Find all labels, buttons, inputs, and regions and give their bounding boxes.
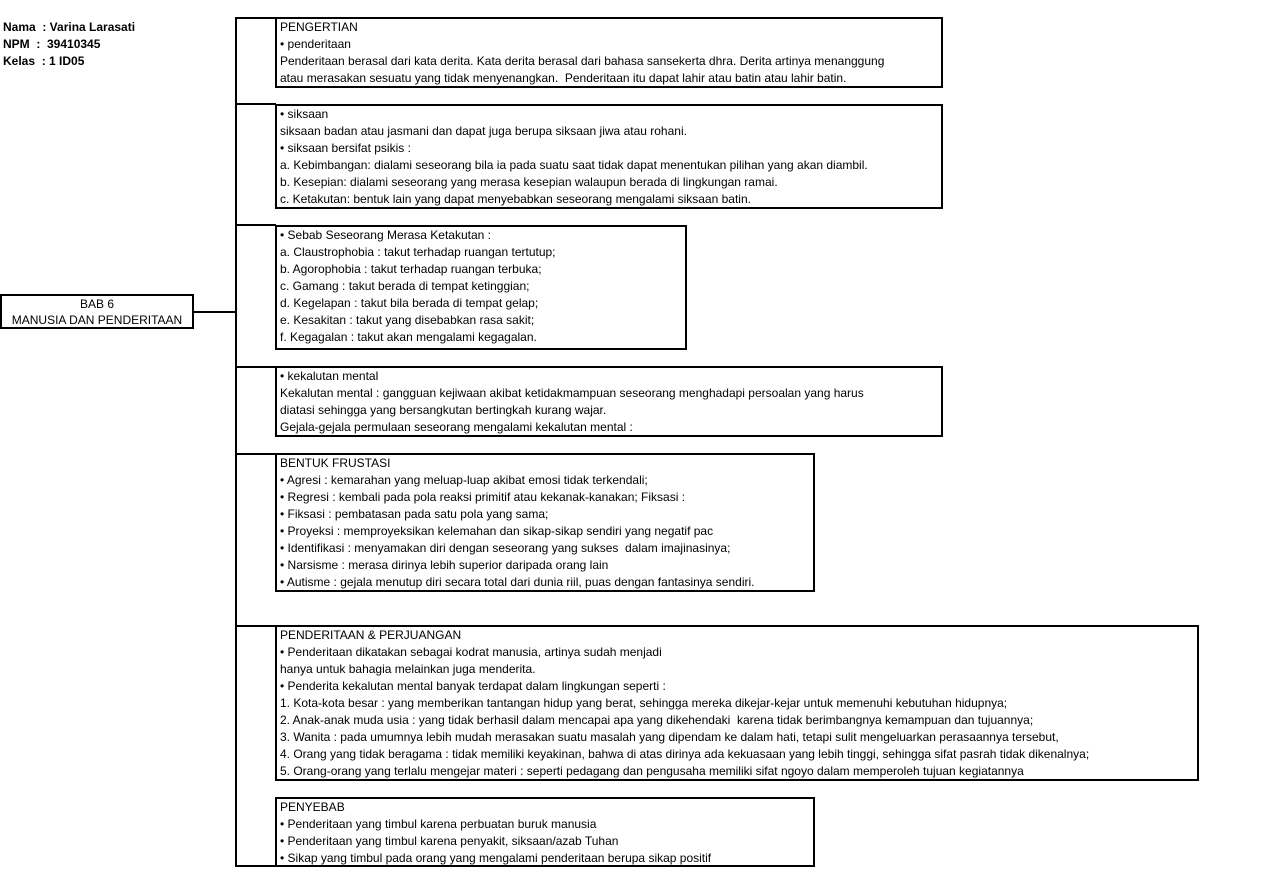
box-bentuk-frustasi	[275, 453, 815, 592]
box-line: PENYEBAB	[280, 800, 345, 814]
box-line: hanya untuk bahagia melainkan juga menderita.	[280, 662, 536, 676]
box-line: • Sebab Seseorang Merasa Ketakutan :	[280, 228, 492, 242]
connector-branch-1	[235, 103, 276, 105]
student-npm: NPM : 39410345	[3, 37, 101, 51]
box-penderitaan-perjuangan	[275, 625, 1199, 781]
root-node	[0, 294, 194, 329]
box-line: • Regresi : kembali pada pola reaksi primitif atau kekanak-kanakan; Fiksasi :	[280, 490, 686, 504]
box-line: Penderitaan berasal dari kata derita. Kata derita berasal dari bahasa sansekerta dhra. Derita artinya menanggung	[280, 54, 885, 68]
box-line: • kekalutan mental	[280, 369, 379, 383]
box-siksaan	[275, 104, 943, 209]
box-line: a. Kebimbangan: dialami seseorang bila ia pada suatu saat tidak dapat menentukan pilihan yang akan diambil.	[280, 158, 868, 172]
student-info	[3, 19, 135, 70]
connector-branch-4	[235, 453, 276, 455]
connector-spine	[235, 17, 237, 867]
box-line: • Fiksasi : pembatasan pada satu pola yang sama;	[280, 507, 549, 521]
box-line: • Proyeksi : memproyeksikan kelemahan dan sikap-sikap sendiri yang negatif pac	[280, 524, 714, 538]
box-line: • Penderitaan yang timbul karena perbuatan buruk manusia	[280, 817, 597, 831]
box-line: • siksaan bersifat psikis :	[280, 141, 411, 155]
connector-branch-5	[235, 625, 276, 627]
connector-branch-2	[235, 224, 276, 226]
box-line: a. Claustrophobia : takut terhadap ruangan tertutup;	[280, 245, 556, 259]
box-line: • Sikap yang timbul pada orang yang mengalami penderitaan berupa sikap positif	[280, 851, 712, 865]
box-line: siksaan badan atau jasmani dan dapat juga berupa siksaan jiwa atau rohani.	[280, 124, 687, 138]
box-line: • penderitaan	[280, 37, 351, 51]
box-line: 4. Orang yang tidak beragama : tidak memiliki keyakinan, bahwa di atas dirinya ada kekuasaan yang lebih tinggi, sehingga sifat pasrah tidak dikenalnya;	[280, 747, 1090, 761]
box-line: • Agresi : kemarahan yang meluap-luap akibat emosi tidak terkendali;	[280, 473, 648, 487]
box-line: e. Kesakitan : takut yang disebabkan rasa sakit;	[280, 313, 535, 327]
root-title-line2: MANUSIA DAN PENDERITAAN	[11, 313, 183, 327]
box-line: PENGERTIAN	[280, 20, 358, 34]
connector-bottom	[235, 865, 276, 867]
box-line: • siksaan	[280, 107, 329, 121]
box-penyebab	[275, 797, 815, 867]
root-title-line1: BAB 6	[79, 297, 115, 311]
student-name: Nama : Varina Larasati	[3, 20, 136, 34]
box-line: • Penderitaan yang timbul karena penyakit, siksaan/azab Tuhan	[280, 834, 619, 848]
box-line: Kekalutan mental : gangguan kejiwaan akibat ketidakmampuan seseorang menghadapi persoalan yang harus	[280, 386, 864, 400]
connector-top	[235, 17, 276, 19]
box-kekalutan-mental	[275, 366, 943, 437]
box-line: • Penderita kekalutan mental banyak terdapat dalam lingkungan seperti :	[280, 679, 666, 693]
box-line: diatasi sehingga yang bersangkutan bertingkah kurang wajar.	[280, 403, 607, 417]
student-kelas: Kelas : 1 ID05	[3, 54, 85, 68]
box-sebab-ketakutan	[275, 225, 687, 350]
connector-branch-3	[235, 366, 276, 368]
box-line: PENDERITAAN & PERJUANGAN	[280, 628, 462, 642]
box-line: 3. Wanita : pada umumnya lebih mudah merasakan suatu masalah yang dipendam ke dalam hati, tetapi sulit mengeluarkan perasaannya tersebut,	[280, 730, 1059, 744]
box-line: c. Gamang : takut berada di tempat ketinggian;	[280, 279, 530, 293]
box-line: • Identifikasi : menyamakan diri dengan seseorang yang sukses dalam imajinasinya;	[280, 541, 731, 555]
box-line: Gejala-gejala permulaan seseorang mengalami kekalutan mental :	[280, 420, 633, 434]
box-pengertian	[275, 17, 943, 88]
box-line: 5. Orang-orang yang terlalu mengejar materi : seperti pedagang dan pengusaha memiliki sifat ngoyo dalam memperoleh tujuan kegiatannya	[280, 764, 1024, 778]
box-line: f. Kegagalan : takut akan mengalami kegagalan.	[280, 330, 537, 344]
box-line: 2. Anak-anak muda usia : yang tidak berhasil dalam mencapai apa yang dikehendaki karena tidak berimbangnya kemampuan dan tujuannya;	[280, 713, 1034, 727]
box-line: • Penderitaan dikatakan sebagai kodrat manusia, artinya sudah menjadi	[280, 645, 662, 659]
box-line: • Autisme : gejala menutup diri secara total dari dunia riil, puas dengan fantasinya sendiri.	[280, 575, 755, 589]
box-line: atau merasakan sesuatu yang tidak menyenangkan. Penderitaan itu dapat lahir atau batin atau lahir batin.	[280, 71, 847, 85]
connector-root	[194, 311, 236, 313]
box-line: b. Agorophobia : takut terhadap ruangan terbuka;	[280, 262, 542, 276]
box-line: BENTUK FRUSTASI	[280, 456, 391, 470]
box-line: d. Kegelapan : takut bila berada di tempat gelap;	[280, 296, 539, 310]
box-line: • Narsisme : merasa dirinya lebih superior daripada orang lain	[280, 558, 609, 572]
box-line: 1. Kota-kota besar : yang memberikan tantangan hidup yang berat, sehingga mereka dikejar-kejar untuk memenuhi kebutuhan hidupnya;	[280, 696, 1008, 710]
box-line: c. Ketakutan: bentuk lain yang dapat menyebabkan seseorang mengalami siksaan batin.	[280, 192, 751, 206]
box-line: b. Kesepian: dialami seseorang yang merasa kesepian walaupun berada di lingkungan ramai.	[280, 175, 778, 189]
